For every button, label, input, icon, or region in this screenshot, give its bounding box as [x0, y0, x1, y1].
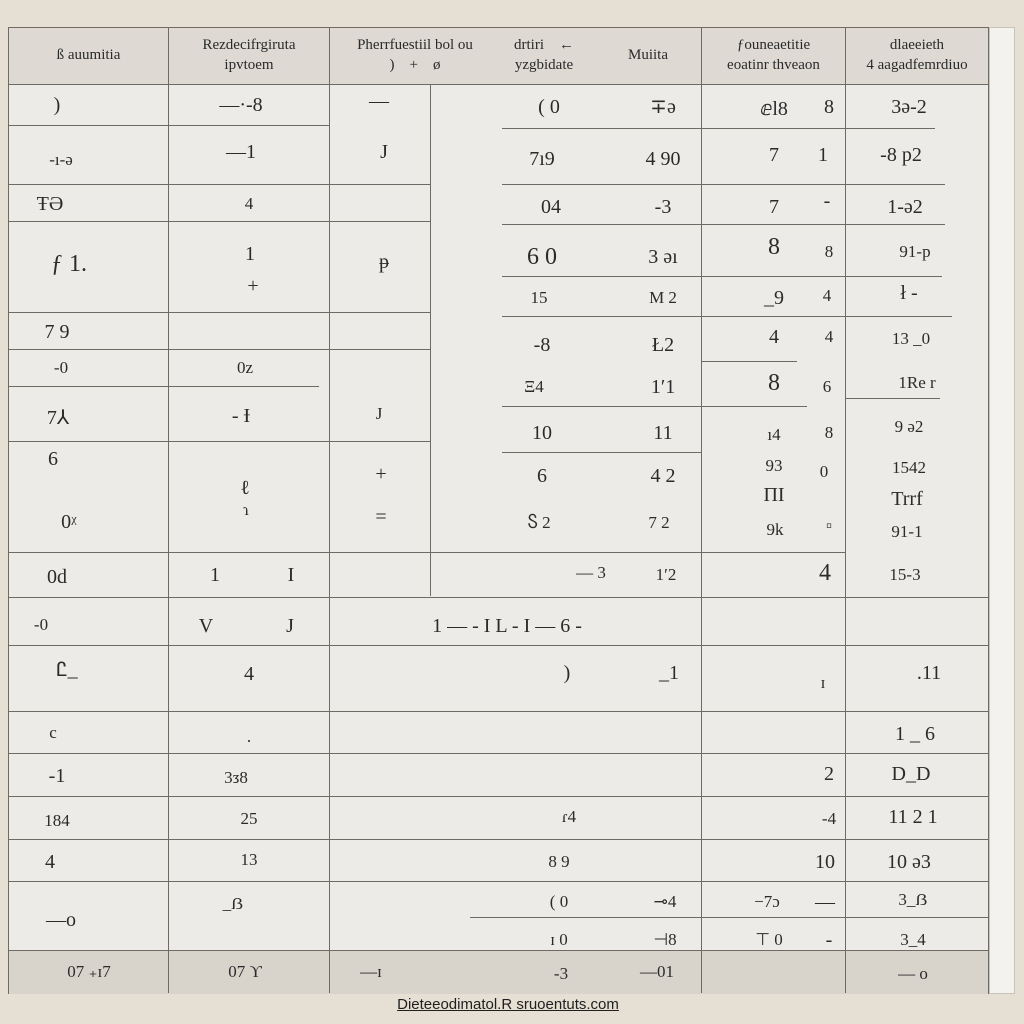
table-cell: ) — [563, 662, 571, 684]
table-cell: 07 ϒ — [228, 962, 262, 981]
table-cell: ŦƏ — [36, 193, 64, 215]
table-cell: — — [369, 90, 389, 112]
row-divider — [702, 361, 797, 362]
table-cell: 6 — [822, 377, 832, 396]
table-cell: Ł2 — [651, 334, 675, 356]
table-cell: = — [375, 506, 387, 528]
table-cell: 4 — [244, 663, 254, 685]
table-cell: ⅇl8 — [760, 98, 788, 120]
row-divider — [9, 711, 988, 712]
table-cell: I — [287, 564, 295, 586]
table-cell: ℓ — [240, 477, 250, 499]
table-cell: 0ᵡ — [61, 511, 77, 533]
table-cell: -0 — [33, 615, 49, 634]
table-cell: _ẞ — [222, 894, 244, 913]
table-cell: + — [375, 463, 387, 485]
table-cell: ı4 — [767, 425, 781, 444]
row-divider — [9, 796, 988, 797]
table-cell: J — [375, 404, 383, 423]
table-cell: 1542 — [892, 458, 926, 477]
table-cell: 7⅄ — [46, 407, 70, 429]
row-divider — [9, 312, 430, 313]
table-cell: ƒ 1. — [51, 251, 87, 277]
table-cell: 1 _ 6 — [895, 723, 935, 745]
row-divider — [9, 839, 988, 840]
table-cell: ɪ 0 — [550, 930, 568, 949]
vertical-scrollbar[interactable] — [989, 27, 1015, 994]
table-cell: ᵽ — [379, 251, 389, 273]
table-cell: 15 — [530, 288, 548, 307]
table-cell: 7 — [769, 144, 779, 166]
table-cell: 4 — [244, 194, 254, 213]
table-cell: 8 9 — [548, 852, 570, 871]
table-cell: -3 — [553, 964, 569, 983]
table-cell: D_D — [891, 763, 931, 785]
table-cell: 3_ẞ — [898, 890, 928, 909]
table-cell: _9 — [764, 287, 784, 309]
table-cell: 0 — [819, 462, 829, 481]
table-cell: 25 — [240, 809, 258, 828]
data-table — [8, 27, 989, 994]
table-cell: 2 — [824, 763, 834, 785]
header-col-2: Rezdecifrgiruta ipvtoem — [202, 37, 296, 73]
table-cell: 1-ə2 — [887, 196, 923, 218]
header-col-5: Muiita — [628, 47, 668, 63]
table-cell: - — [823, 190, 831, 212]
table-cell: -1 — [48, 765, 66, 787]
row-divider — [9, 349, 430, 350]
table-cell: 15-3 — [889, 565, 921, 584]
row-divider — [9, 125, 329, 126]
table-cell: 1Re r — [898, 373, 936, 392]
table-cell: 8 — [824, 242, 834, 261]
row-divider — [845, 398, 940, 399]
table-cell: . — [246, 727, 252, 746]
table-cell: ⊸4 — [653, 892, 677, 911]
table-cell: — 3 — [576, 563, 606, 582]
table-cell: Ꮭ_ — [56, 659, 78, 681]
table-cell: 0z — [236, 358, 254, 377]
table-cell: 3ə-2 — [891, 96, 927, 118]
table-cell: ⊤ 0 — [755, 930, 783, 949]
table-cell: 1 — [245, 243, 255, 265]
column-divider — [845, 28, 846, 993]
row-divider — [701, 128, 845, 129]
table-cell: —o — [46, 909, 76, 931]
table-cell: 1′2 — [655, 565, 677, 584]
table-cell: 1′1 — [650, 376, 676, 398]
row-divider — [9, 881, 988, 882]
column-divider — [701, 28, 702, 993]
header-col-4: drtiri ← yzgbidate — [514, 37, 574, 73]
table-cell: —01 — [640, 962, 674, 981]
table-cell: 04 — [541, 196, 561, 218]
row-divider — [9, 386, 319, 387]
row-divider — [502, 184, 945, 185]
table-cell: 10 — [532, 422, 552, 444]
table-cell: 1 — [818, 144, 828, 166]
table-cell: 9 ə2 — [894, 417, 924, 436]
table-cell: 3_4 — [900, 930, 926, 949]
table-cell: 0d — [47, 566, 67, 588]
table-cell: ɾ4 — [561, 807, 577, 826]
table-cell: 6 — [48, 448, 58, 470]
table-cell: 93 — [765, 456, 783, 475]
table-footer-row — [9, 950, 988, 994]
table-cell: -ı-ə — [49, 150, 73, 169]
row-divider — [502, 316, 952, 317]
table-cell: 3ᴣ8 — [224, 768, 248, 787]
table-cell: 11 — [653, 422, 673, 444]
table-cell: Ⴝ 2 — [527, 513, 551, 532]
table-cell: −7ɔ — [754, 892, 780, 911]
table-cell: 07 ₊ɪ7 — [67, 962, 111, 981]
table-cell: 4 — [822, 286, 832, 305]
table-cell: -3 — [654, 196, 672, 218]
table-cell: J — [286, 615, 294, 637]
column-divider — [430, 84, 431, 596]
table-cell: 1 — [210, 564, 220, 586]
table-cell: + — [247, 275, 259, 297]
table-cell: ɪ — [820, 673, 826, 692]
table-cell: 4 — [824, 327, 834, 346]
table-cell: ▫ — [825, 516, 833, 535]
header-col-7: dlaeeieth 4 aagadfemrdiuo — [866, 37, 968, 73]
row-divider — [470, 917, 988, 918]
table-cell: 7 9 — [44, 321, 70, 343]
table-cell: 4 — [819, 560, 831, 586]
source-caption[interactable]: Dieteeodimatol.R sruoentuts.com — [397, 996, 619, 1013]
row-divider — [9, 221, 430, 222]
table-cell: 4 — [769, 326, 779, 348]
table-cell: -8 p2 — [880, 144, 922, 166]
table-cell: ) — [53, 94, 61, 116]
header-col-3: Pherrfuestiil bol ou ) + ø — [357, 37, 473, 73]
table-cell: ł - — [900, 282, 918, 304]
table-cell: 13 — [240, 850, 258, 869]
header-col-1: ß auumitia — [56, 47, 121, 63]
column-divider — [168, 28, 169, 993]
table-cell: —1 — [226, 141, 256, 163]
table-cell: —·-8 — [219, 94, 263, 116]
row-divider — [502, 128, 701, 129]
table-cell: 184 — [44, 811, 70, 830]
table-cell: 3 əı — [648, 246, 678, 268]
table-cell: 8 — [768, 234, 780, 260]
table-cell: 4 2 — [650, 465, 676, 487]
row-divider — [9, 552, 701, 553]
table-cell: ⊣8 — [653, 930, 677, 949]
row-divider — [9, 597, 988, 598]
table-cell: 9k — [766, 520, 784, 539]
table-cell: - — [825, 929, 833, 951]
table-cell: 13 _0 — [891, 329, 931, 348]
table-cell: ( 0 — [538, 96, 560, 118]
table-cell: 1 — - I L - I — 6 - — [432, 615, 582, 637]
table-cell: 6 — [537, 465, 547, 487]
table-cell: ΠI — [763, 484, 785, 506]
row-divider — [9, 184, 430, 185]
row-divider — [502, 406, 807, 407]
table-cell: 91-p — [899, 242, 931, 261]
table-cell: 4 — [45, 851, 55, 873]
table-cell: -8 — [533, 334, 551, 356]
row-divider — [502, 276, 942, 277]
table-cell: —ɪ — [360, 962, 382, 981]
row-divider — [9, 441, 430, 442]
table-cell: .11 — [916, 662, 942, 684]
row-divider — [845, 128, 935, 129]
row-divider — [9, 753, 988, 754]
table-cell: 10 — [815, 851, 835, 873]
table-cell: ∓ə — [650, 96, 676, 118]
table-cell: 10 ə3 — [887, 851, 931, 873]
row-divider — [502, 224, 945, 225]
row-divider — [9, 645, 988, 646]
table-cell: - Ɨ — [231, 405, 251, 427]
table-cell: -4 — [821, 809, 837, 828]
table-cell: J — [380, 141, 388, 163]
table-cell: Trrf — [891, 488, 923, 510]
table-cell: — — [815, 891, 835, 913]
table-cell: -0 — [53, 358, 69, 377]
table-cell: M 2 — [649, 288, 677, 307]
table-cell: ɿ — [243, 500, 249, 519]
table-cell: 7ı9 — [529, 148, 555, 170]
table-cell: 4 90 — [645, 148, 681, 170]
table-cell: 11 2 1 — [888, 806, 938, 828]
table-cell: 8 — [824, 96, 834, 118]
table-cell: ( 0 — [549, 892, 569, 911]
table-cell: 7 — [769, 196, 779, 218]
table-cell: 7 2 — [648, 513, 670, 532]
table-cell: c — [49, 723, 57, 742]
table-cell: V — [198, 615, 214, 637]
table-cell: 91-1 — [891, 522, 923, 541]
table-cell: 8 — [824, 423, 834, 442]
table-cell: 8 — [768, 370, 780, 396]
table-cell: Ξ4 — [524, 377, 544, 396]
table-cell: _1 — [659, 662, 679, 684]
header-col-6: ƒouneaetitie eoatinr thveaon — [727, 37, 820, 73]
row-divider — [702, 552, 845, 553]
table-cell: 6 0 — [527, 244, 557, 270]
table-cell: — o — [898, 964, 928, 983]
row-divider — [502, 452, 701, 453]
column-divider — [329, 28, 330, 993]
